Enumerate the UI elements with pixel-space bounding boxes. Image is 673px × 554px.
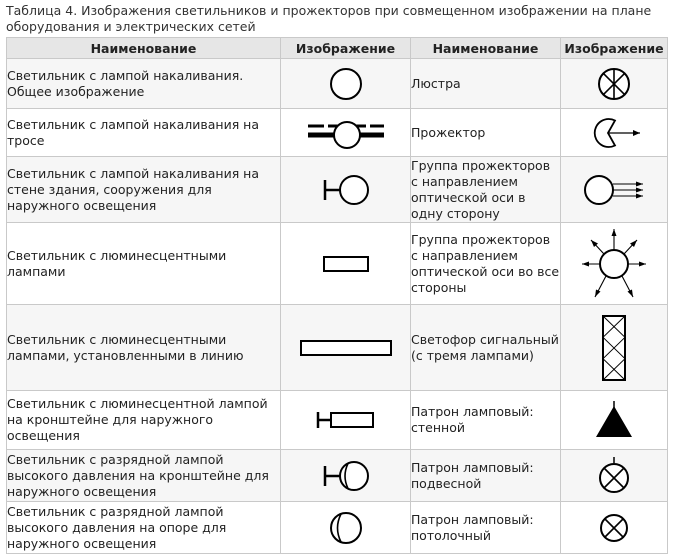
row-name-right: Патрон ламповый: подвесной xyxy=(411,450,561,502)
floodlight-group-all-directions-icon xyxy=(579,226,649,302)
row-name-right: Люстра xyxy=(411,59,561,109)
row-name-right: Прожектор xyxy=(411,109,561,157)
symbols-table xyxy=(6,37,668,554)
row-name-right: Группа прожекторов с направлением оптической оси в одну сторону xyxy=(411,157,561,223)
table-caption: Таблица 4. Изображения светильников и прожекторов при совмещенном изображении на плане оборудования и электрических сетей xyxy=(6,3,652,34)
ceiling-socket-icon xyxy=(594,510,634,546)
row-name-right: Патрон ламповый: стенной xyxy=(411,391,561,450)
row-name-left: Светильник с разрядной лампой высокого давления на кронштейне для наружного освещения xyxy=(7,450,281,502)
row-name-left: Светильник с лампой накаливания на стене здания, сооружения для наружного освещения xyxy=(7,157,281,223)
table-row xyxy=(7,502,668,554)
circle-lamp-icon xyxy=(326,66,366,102)
fluorescent-line-icon xyxy=(298,336,394,360)
table-row xyxy=(7,223,668,305)
signal-traffic-light-icon xyxy=(599,313,629,383)
discharge-lamp-bracket-icon xyxy=(321,458,371,494)
header-name-right: Наименование xyxy=(411,38,561,59)
lamp-on-cable-icon xyxy=(304,115,388,151)
table-row xyxy=(7,450,668,502)
header-name-left: Наименование xyxy=(7,38,281,59)
row-name-right: Светофор сигнальный (с тремя лампами) xyxy=(411,305,561,391)
fluorescent-lamp-icon xyxy=(321,252,371,276)
table-row xyxy=(7,305,668,391)
row-name-left: Светильник с разрядной лампой высокого давления на опоре для наружного освещения xyxy=(7,502,281,554)
header-image-left: Изображение xyxy=(281,38,411,59)
header-image-right: Изображение xyxy=(561,38,668,59)
table-row xyxy=(7,391,668,450)
floodlight-icon xyxy=(582,113,646,153)
table-row xyxy=(7,157,668,223)
pendant-socket-icon xyxy=(594,456,634,496)
wall-socket-icon xyxy=(594,400,634,440)
discharge-lamp-pole-icon xyxy=(326,510,366,546)
floodlight-group-one-direction-icon xyxy=(577,170,651,210)
table-row xyxy=(7,109,668,157)
row-name-left: Светильник с люминесцентными лампами xyxy=(7,223,281,305)
wall-lamp-icon xyxy=(321,172,371,208)
row-name-left: Светильник с люминесцентными лампами, установленными в линию xyxy=(7,305,281,391)
row-name-left: Светильник с лампой накаливания. Общее изображение xyxy=(7,59,281,109)
fluorescent-bracket-icon xyxy=(315,408,377,432)
row-name-left: Светильник с люминесцентной лампой на кронштейне для наружного освещения xyxy=(7,391,281,450)
row-name-left: Светильник с лампой накаливания на тросе xyxy=(7,109,281,157)
table-row xyxy=(7,59,668,109)
row-name-right: Патрон ламповый: потолочный xyxy=(411,502,561,554)
table-header-row xyxy=(7,38,668,59)
row-name-right: Группа прожекторов с направлением оптической оси во все стороны xyxy=(411,223,561,305)
chandelier-icon xyxy=(594,66,634,102)
